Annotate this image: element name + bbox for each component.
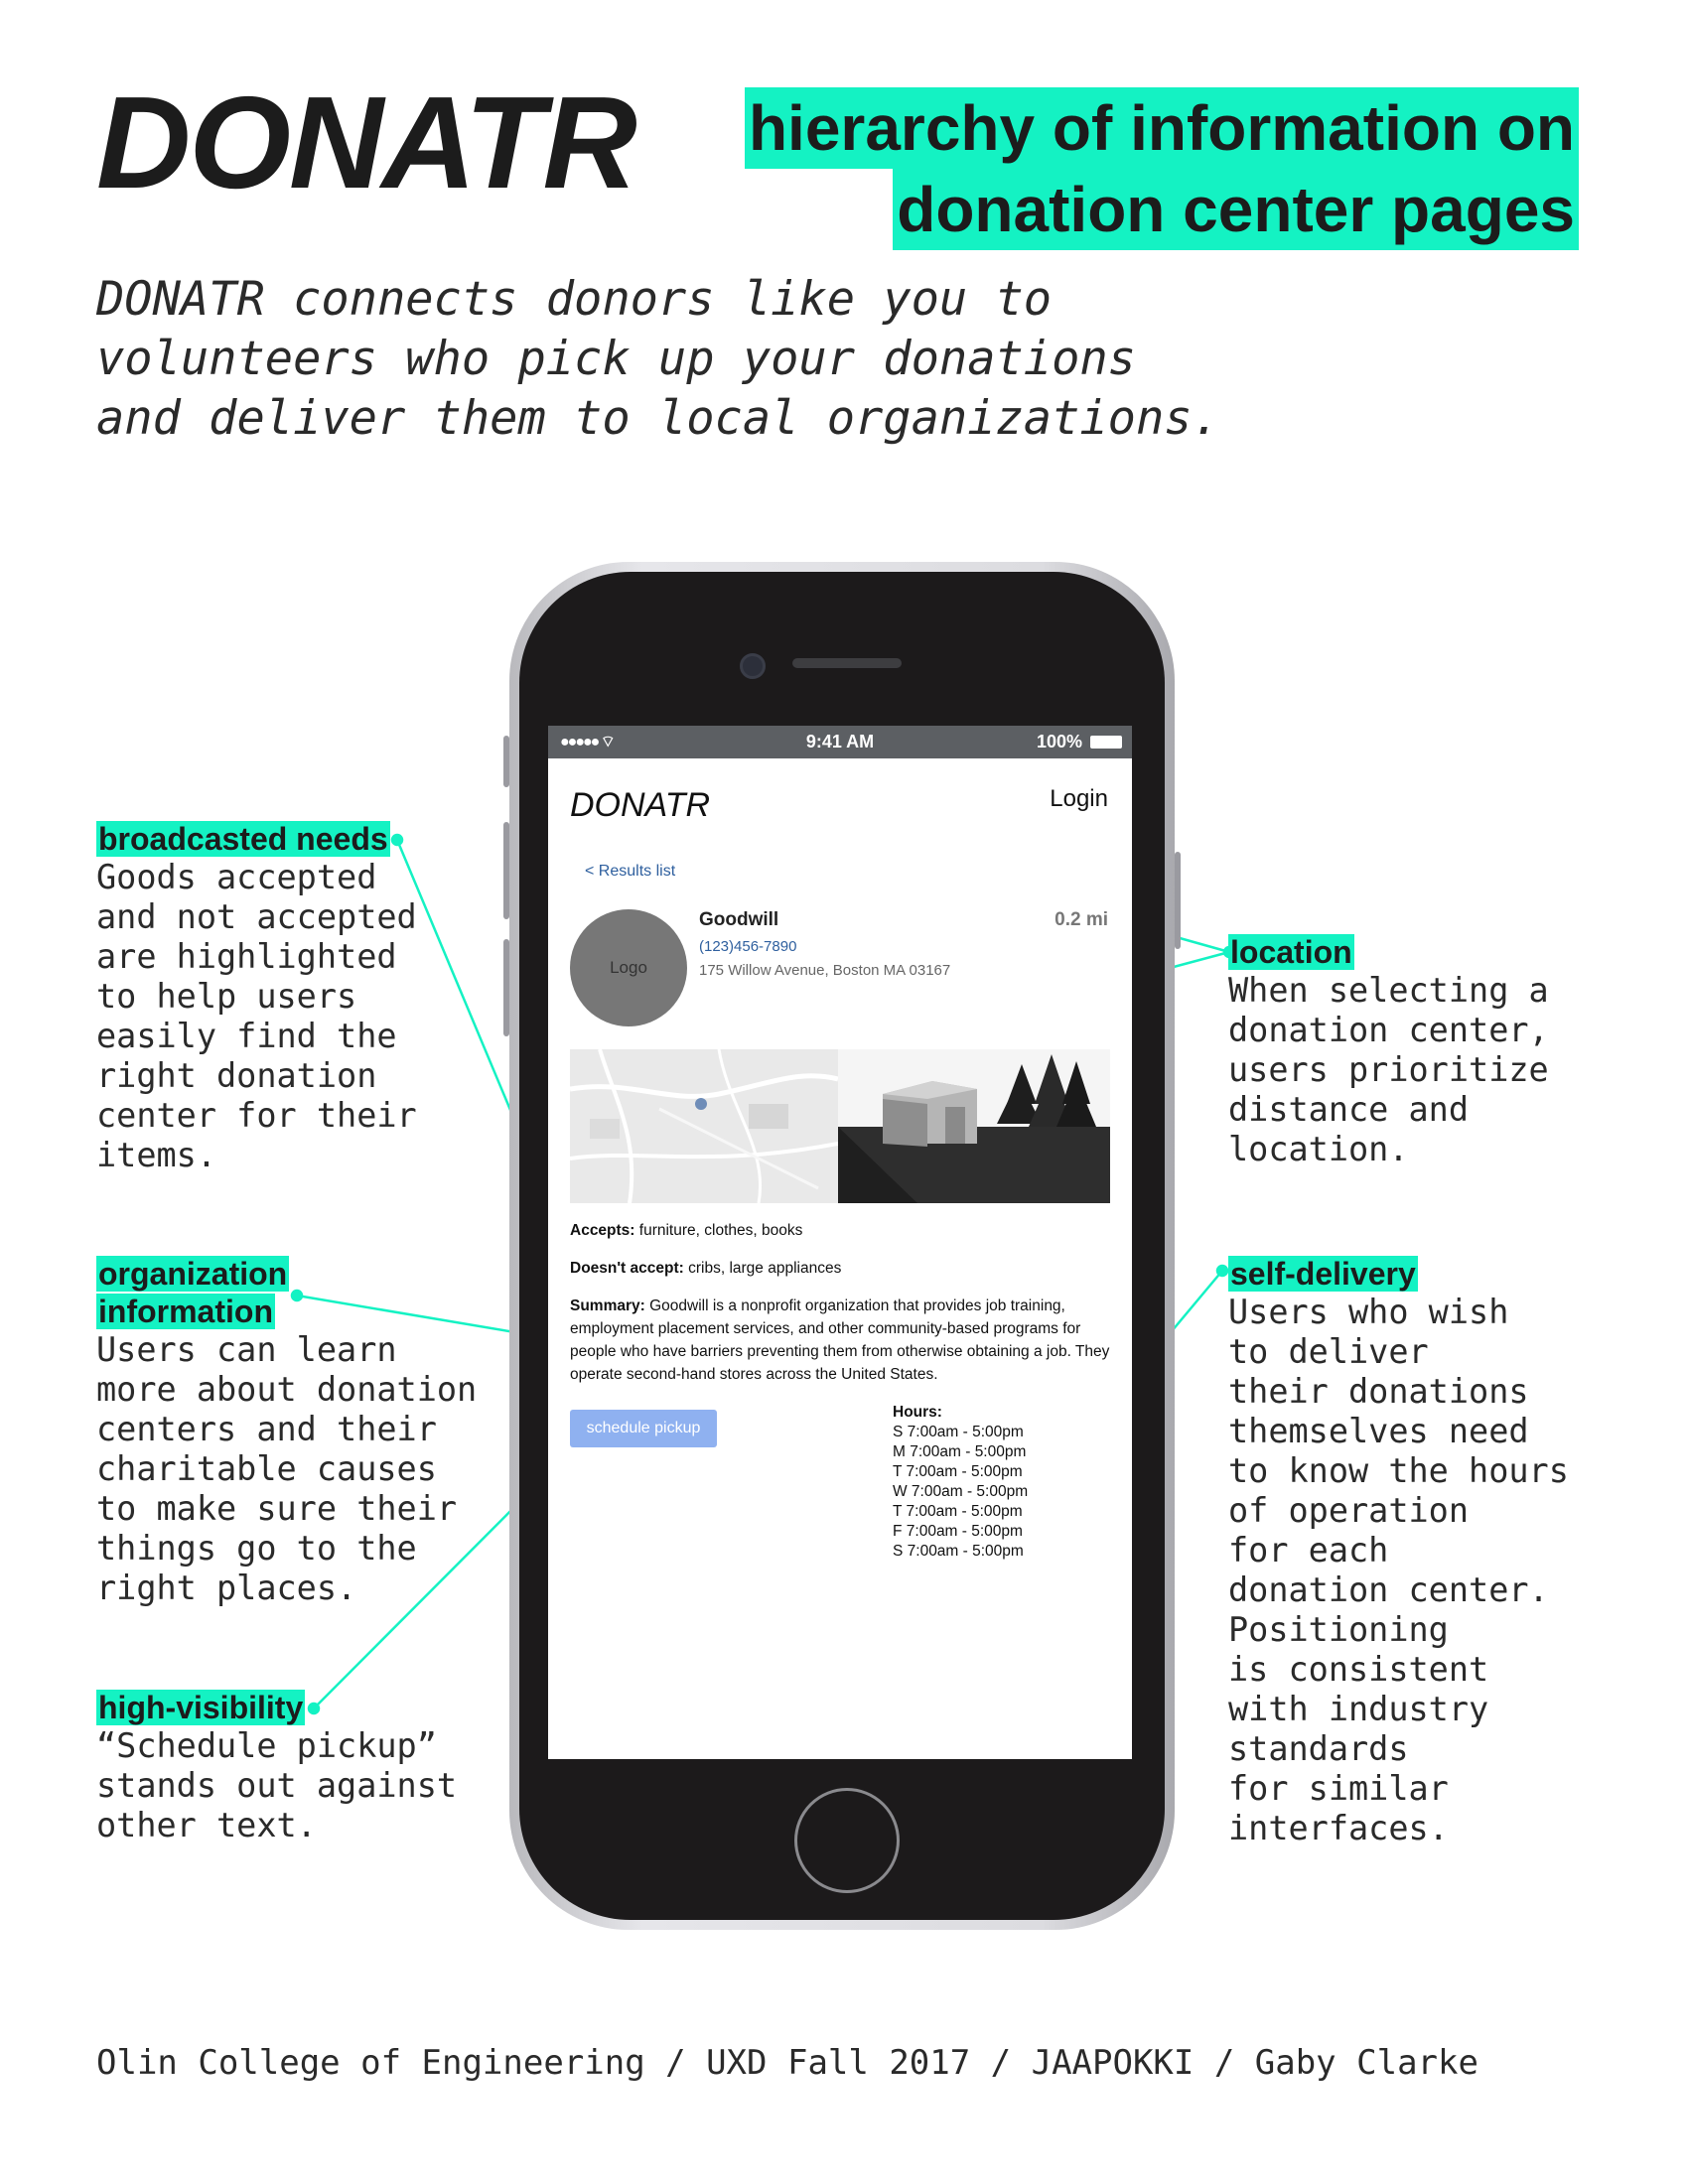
hours-row: T 7:00am - 5:00pm (893, 1463, 1023, 1480)
hours-row: S 7:00am - 5:00pm (893, 1543, 1024, 1560)
annotation-body: Goods accepted and not accepted are highlighted to help users easily find the right donation center for their items. (96, 858, 417, 1174)
annotation-self-delivery (1228, 1255, 1645, 1848)
results-list-back-link[interactable]: < Results list (585, 863, 676, 880)
leader-dot (1217, 1266, 1227, 1276)
annotation-body: Users who wish to deliver their donations themselves need to know the hours of operation for each donation center. Positioning is consistent with industry standards for similar interfaces. (1228, 1293, 1569, 1847)
annotation-location (1228, 933, 1625, 1169)
hours-row: M 7:00am - 5:00pm (893, 1443, 1027, 1460)
summary-label: Summary: (570, 1297, 645, 1314)
heading-line-2: donation center pages (893, 169, 1579, 250)
annotation-title-line-2: information (98, 1294, 273, 1329)
accepts-label: Accepts: (570, 1222, 635, 1239)
battery-icon (1090, 736, 1122, 749)
signal-strength: ●●●●● ⌔ (560, 734, 614, 751)
phone-volume-down (503, 939, 509, 1036)
map-graphic (570, 1049, 838, 1203)
accepts-row (570, 1219, 1114, 1242)
map-pin-icon (695, 1098, 707, 1110)
logo-label: Logo (610, 958, 647, 977)
not-accept-row (570, 1257, 1114, 1280)
distance-label: 0.2 mi (1055, 909, 1108, 930)
intro-text: DONATR connects donors like you to volunteers who pick up your donations and deliver them to local organizations. (96, 272, 1220, 446)
hours-row: F 7:00am - 5:00pm (893, 1523, 1023, 1540)
phone-volume-up (503, 822, 509, 919)
org-address: 175 Willow Avenue, Boston MA 03167 (699, 962, 951, 979)
hours-row: T 7:00am - 5:00pm (893, 1503, 1023, 1520)
annotation-body: Users can learn more about donation centers and their charitable causes to make sure their things go to the right places. (96, 1330, 478, 1607)
annotation-body: “Schedule pickup” stands out against other text. (96, 1726, 458, 1844)
home-button[interactable] (794, 1788, 900, 1893)
annotation-title: location (1230, 934, 1352, 970)
hours-block (893, 1403, 1028, 1562)
phone-screen (548, 726, 1132, 1759)
brand-title: DONATR (96, 69, 635, 215)
footer-credit: Olin College of Engineering / UXD Fall 2017 / JAAPOKKI / Gaby Clarke (96, 2043, 1478, 2083)
battery-percent: 100% (1036, 732, 1082, 751)
speaker-grille (792, 658, 902, 668)
annotation-title-line-1: organization (98, 1256, 288, 1292)
accepts-value: furniture, clothes, books (634, 1222, 803, 1239)
building-photo (838, 1049, 1110, 1203)
annotation-organization-information (96, 1255, 513, 1608)
not-accept-label: Doesn't accept: (570, 1260, 684, 1277)
org-name: Goodwill (699, 909, 779, 930)
phone-power-button (1175, 852, 1181, 949)
schedule-pickup-button[interactable]: schedule pickup (570, 1410, 717, 1447)
heading-line-1: hierarchy of information on (745, 87, 1579, 169)
camera-icon (740, 653, 766, 679)
hours-row: W 7:00am - 5:00pm (893, 1483, 1029, 1500)
annotation-high-visibility (96, 1689, 513, 1845)
status-bar (548, 726, 1132, 758)
building-illustration (838, 1049, 1110, 1203)
org-logo-placeholder (570, 909, 687, 1026)
annotation-title: broadcasted needs (98, 821, 388, 857)
summary-block (570, 1295, 1114, 1386)
annotation-title: self-delivery (1230, 1256, 1416, 1292)
wifi-icon: ⌔ (600, 734, 614, 751)
annotation-broadcasted-needs (96, 820, 454, 1175)
org-phone-link[interactable]: (123)456-7890 (699, 938, 797, 955)
phone-silent-switch (503, 736, 509, 787)
login-link[interactable]: Login (1050, 785, 1108, 812)
annotation-body: When selecting a donation center, users prioritize distance and location. (1228, 971, 1549, 1168)
not-accept-value: cribs, large appliances (683, 1260, 842, 1277)
location-map[interactable] (570, 1049, 838, 1203)
status-time: 9:41 AM (805, 732, 875, 751)
annotation-title: high-visibility (98, 1690, 304, 1725)
hours-title: Hours: (893, 1404, 942, 1421)
hours-row: S 7:00am - 5:00pm (893, 1424, 1024, 1440)
app-logo-text[interactable]: DONATR (570, 786, 711, 824)
summary-text: Goodwill is a nonprofit organization that provides job training, employment placement services, and other community-based programs for people who have barriers preventing them from otherwise obtaining a job. They operate second-hand stores across the United States. (570, 1297, 1110, 1383)
